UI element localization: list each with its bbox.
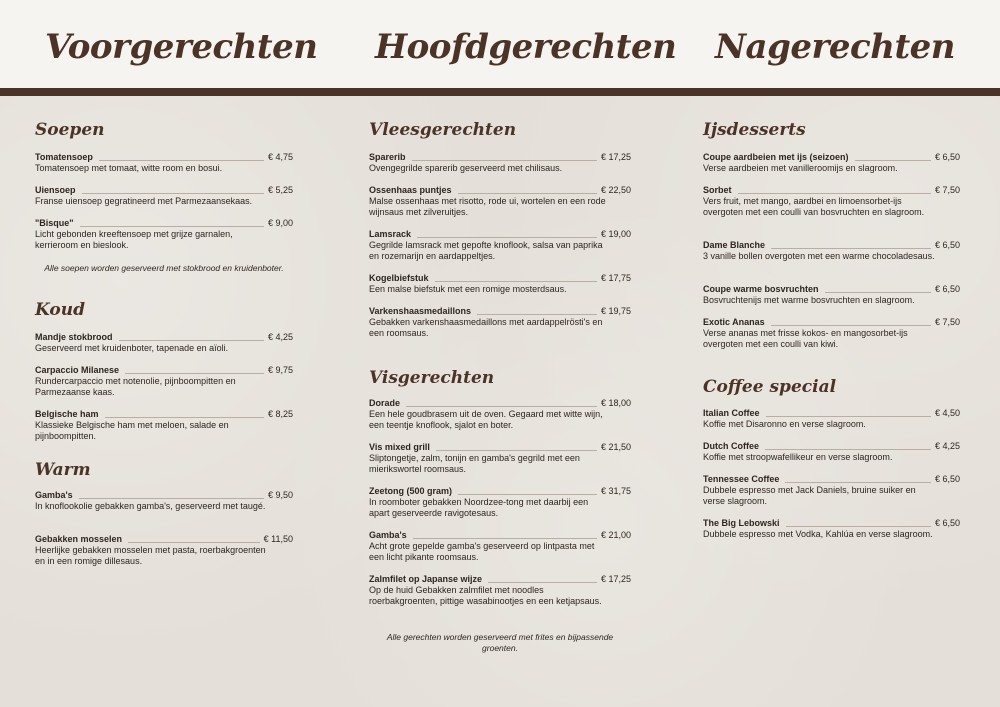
dotted-leader (417, 236, 597, 238)
warm-heading: Warm (35, 460, 91, 480)
koud-heading: Koud (35, 300, 85, 320)
dotted-leader (105, 416, 264, 418)
item-name: Italian Coffee (703, 408, 760, 418)
item-name: Ossenhaas puntjes (369, 185, 452, 195)
item-description: Een malse biefstuk met een romige mosterdsaus. (369, 284, 567, 294)
dotted-leader (855, 159, 931, 161)
menu-item (35, 218, 293, 251)
dotted-leader (119, 339, 264, 341)
item-description: Op de huid Gebakken zalmfilet met noodles roerbakgroenten, pittige wasabinootjes en een ketjapsaus. (369, 585, 602, 606)
item-name: Tennessee Coffee (703, 474, 780, 484)
menu-item (35, 152, 293, 174)
coffee-special-heading: Coffee special (703, 377, 837, 397)
item-name: Dutch Coffee (703, 441, 759, 451)
hoofdgerechten-title: Hoofdgerechten (375, 27, 677, 67)
item-description: Ovengegrilde sparerib geserveerd met chilisaus. (369, 163, 563, 173)
item-description: Koffie met stroopwafellikeur en verse slagroom. (703, 452, 893, 462)
menu-item (703, 240, 960, 262)
item-description: Gegrilde lamsrack met gepofte knoflook, salsa van paprika en rozemarijn en aardappeltjes. (369, 240, 603, 261)
menu-item (35, 185, 293, 207)
item-price: € 21,00 (600, 530, 631, 540)
item-name: Sorbet (703, 185, 732, 195)
item-description: Verse aardbeien met vanilleroomijs en slagroom. (703, 163, 898, 173)
hoofdgerechten-note: Alle gerechten worden geserveerd met frites en bijpassende groenten. (386, 632, 614, 653)
item-price: € 19,75 (600, 306, 631, 316)
item-price: € 21,50 (600, 442, 631, 452)
menu-item (369, 306, 631, 339)
item-name: "Bisque" (35, 218, 74, 228)
item-description: Licht gebonden kreeftensoep met grijze garnalen, kerrieroom en bieslook. (35, 229, 233, 250)
item-name: Tomatensoep (35, 152, 93, 162)
item-price: € 8,25 (267, 409, 293, 419)
item-description: Heerlijke gebakken mosselen met pasta, roerbakgroenten en in een romige dillesaus. (35, 545, 266, 566)
menu-item (369, 152, 631, 174)
item-price: € 17,25 (600, 574, 631, 584)
item-price: € 31,75 (600, 486, 631, 496)
menu-item (369, 185, 631, 218)
item-name: Dame Blanche (703, 240, 766, 250)
item-price: € 9,00 (267, 218, 293, 228)
item-name: Mandje stokbrood (35, 332, 113, 342)
item-price: € 18,00 (600, 398, 631, 408)
item-description: Vers fruit, met mango, aardbei en limoensorbet-ijs overgoten met een coulli van bosvruchten en slagroom. (703, 196, 925, 217)
menu-item (369, 229, 631, 262)
item-name: Coupe warme bosvruchten (703, 284, 819, 294)
menu-item (703, 441, 960, 463)
menu-body (0, 96, 1000, 707)
menu-item (369, 273, 631, 295)
dotted-leader (406, 405, 597, 407)
dotted-leader (766, 415, 931, 417)
nagerechten-title: Nagerechten (714, 27, 956, 67)
visgerechten-heading: Visgerechten (369, 368, 495, 388)
dotted-leader (82, 192, 264, 194)
item-description: Sliptongetje, zalm, tonijn en gamba's gegrild met een mierikswortel roomsaus. (369, 453, 580, 474)
dotted-leader (413, 537, 597, 539)
item-name: Gamba's (35, 490, 73, 500)
item-description: In roomboter gebakken Noordzee-tong met daarbij een apart geserveerde ravigotesaus. (369, 497, 589, 518)
item-description: Gebakken varkenshaasmedaillons met aardappelrösti's en een roomsaus. (369, 317, 603, 338)
dotted-leader (125, 372, 264, 374)
dotted-leader (79, 497, 264, 499)
soepen-heading: Soepen (35, 120, 105, 140)
soepen-note: Alle soepen worden geserveerd met stokbrood en kruidenboter. (44, 263, 284, 273)
menu-item (369, 530, 631, 563)
item-price: € 11,50 (263, 534, 293, 544)
dotted-leader (99, 159, 264, 161)
item-price: € 7,50 (934, 185, 960, 195)
menu-item (369, 574, 631, 607)
menu-item (35, 332, 293, 354)
dotted-leader (435, 280, 597, 282)
item-price: € 6,50 (934, 240, 960, 250)
dotted-leader (458, 192, 597, 194)
menu-item (369, 442, 631, 475)
item-price: € 5,25 (267, 185, 293, 195)
menu-item (703, 474, 960, 507)
dotted-leader (80, 225, 264, 227)
item-description: Dubbele espresso met Vodka, Kahlúa en verse slagroom. (703, 529, 933, 539)
menu-item (703, 518, 960, 540)
dotted-leader (458, 493, 597, 495)
item-name: Zeetong (500 gram) (369, 486, 453, 496)
item-name: Exotic Ananas (703, 317, 765, 327)
item-name: Gamba's (369, 530, 407, 540)
dotted-leader (771, 324, 931, 326)
item-description: In knoflookolie gebakken gamba's, geserveerd met taugé. (35, 501, 266, 511)
item-description: Acht grote gepelde gamba's geserveerd op lintpasta met een licht pikante roomsaus. (369, 541, 595, 562)
dotted-leader (128, 541, 260, 543)
item-name: Sparerib (369, 152, 406, 162)
item-name: Carpaccio Milanese (35, 365, 120, 375)
menu-item (703, 152, 960, 174)
item-price: € 7,50 (934, 317, 960, 327)
item-description: Een hele goudbrasem uit de oven. Gegaard met witte wijn, een teentje knoflook, sjalot en boter. (369, 409, 603, 430)
item-description: Klassieke Belgische ham met meloen, salade en pijnboompitten. (35, 420, 229, 441)
item-price: € 4,75 (267, 152, 293, 162)
item-description: Bosvruchtenijs met warme bosvruchten en slagroom. (703, 295, 915, 305)
vleesgerechten-heading: Vleesgerechten (369, 120, 517, 140)
item-description: 3 vanille bollen overgoten met een warme chocoladesaus. (703, 251, 935, 261)
item-name: The Big Lebowski (703, 518, 780, 528)
dotted-leader (412, 159, 597, 161)
menu-item (703, 185, 960, 218)
menu-item (369, 398, 631, 431)
menu-item (35, 534, 293, 567)
item-price: € 17,75 (600, 273, 631, 283)
item-price: € 6,50 (934, 518, 960, 528)
dotted-leader (488, 581, 597, 583)
item-description: Dubbele espresso met Jack Daniels, bruine suiker en verse slagroom. (703, 485, 916, 506)
item-price: € 6,50 (934, 474, 960, 484)
item-description: Tomatensoep met tomaat, witte room en bosui. (35, 163, 223, 173)
item-name: Vis mixed grill (369, 442, 430, 452)
dotted-leader (436, 449, 597, 451)
item-name: Lamsrack (369, 229, 412, 239)
menu-item (369, 486, 631, 519)
item-price: € 22,50 (600, 185, 631, 195)
item-price: € 17,25 (600, 152, 631, 162)
item-description: Malse ossenhaas met risotto, rode ui, wortelen en een rode wijnsaus met zilveruitjes. (369, 196, 606, 217)
item-description: Rundercarpaccio met notenolie, pijnboompitten en Parmezaanse kaas. (35, 376, 236, 397)
menu-item (35, 365, 293, 398)
item-description: Franse uiensoep gegratineerd met Parmezaansekaas. (35, 196, 253, 206)
item-name: Kogelbiefstuk (369, 273, 429, 283)
item-price: € 9,75 (267, 365, 293, 375)
item-name: Uiensoep (35, 185, 76, 195)
item-price: € 6,50 (934, 152, 960, 162)
item-price: € 4,50 (934, 408, 960, 418)
dotted-leader (786, 525, 931, 527)
voorgerechten-title: Voorgerechten (45, 27, 318, 67)
item-name: Zalmfilet op Japanse wijze (369, 574, 483, 584)
item-name: Dorade (369, 398, 401, 408)
menu-item (703, 408, 960, 430)
item-price: € 4,25 (267, 332, 293, 342)
menu-item (703, 284, 960, 306)
item-name: Coupe aardbeien met ijs (seizoen) (703, 152, 849, 162)
item-name: Varkenshaasmedaillons (369, 306, 472, 316)
item-price: € 6,50 (934, 284, 960, 294)
item-price: € 4,25 (934, 441, 960, 451)
dotted-leader (477, 313, 597, 315)
item-price: € 19,00 (600, 229, 631, 239)
dotted-leader (825, 291, 931, 293)
item-name: Gebakken mosselen (35, 534, 123, 544)
menu-header (0, 0, 1000, 88)
dotted-leader (771, 247, 931, 249)
item-description: Koffie met Disaronno en verse slagroom. (703, 419, 866, 429)
ijsdesserts-heading: Ijsdesserts (703, 120, 806, 140)
menu-item (35, 409, 293, 442)
item-name: Belgische ham (35, 409, 99, 419)
dotted-leader (765, 448, 931, 450)
item-description: Geserveerd met kruidenboter, tapenade en aïoli. (35, 343, 229, 353)
header-divider (0, 88, 1000, 96)
dotted-leader (738, 192, 931, 194)
menu-item (35, 490, 293, 512)
menu-item (703, 317, 960, 350)
item-price: € 9,50 (267, 490, 293, 500)
item-description: Verse ananas met frisse kokos- en mangosorbet-ijs overgoten met een coulli van kiwi. (703, 328, 908, 349)
dotted-leader (785, 481, 931, 483)
